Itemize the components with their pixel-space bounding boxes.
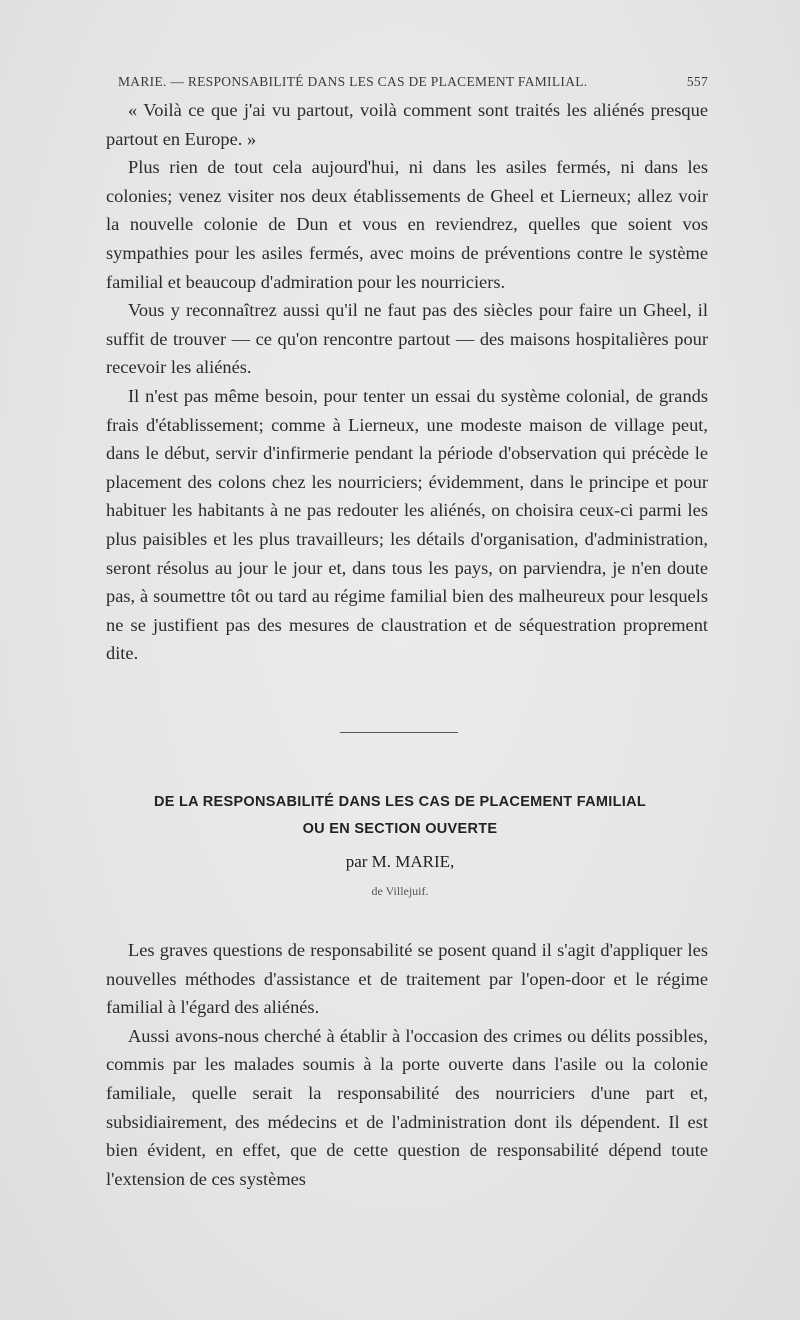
article-body-text [106, 936, 708, 1193]
paragraph: Plus rien de tout cela aujourd'hui, ni dans les asiles fermés, ni dans les colonies; venez visiter nos deux établissements de Gheel et Lierneux; allez voir la nouvelle colonie de Dun et vous en reviendrez, quelles que soient vos sympathies pour les asiles fermés, avec moins de préventions contre le système familial et beaucoup d'admiration pour les nourriciers. [106, 157, 708, 292]
running-head-title: MARIE. — RESPONSABILITÉ DANS LES CAS DE PLACEMENT FAMILIAL. [118, 74, 588, 89]
page-number: 557 [686, 74, 708, 89]
paragraph: « Voilà ce que j'ai vu partout, voilà comment sont traités les aliénés presque partout en Europe. » [106, 100, 708, 149]
previous-article-text [106, 96, 708, 668]
running-head [118, 74, 708, 90]
paragraph: Vous y reconnaîtrez aussi qu'il ne faut pas des siècles pour faire un Gheel, il suffit de trouver — ce qu'on rencontre partout — des maisons hospitalières pour recevoir les aliénés. [106, 300, 708, 378]
paragraph: Les graves questions de responsabilité se posent quand il s'agit d'appliquer les nouvelles méthodes d'assistance et de traitement par l'open-door et le régime familial à l'égard des aliénés. [106, 940, 708, 1018]
author-affiliation: de Villejuif. [371, 884, 429, 898]
article-author: par M. MARIE, [345, 852, 455, 871]
article-title-line-1: DE LA RESPONSABILITÉ DANS LES CAS DE PLACEMENT FAMILIAL [153, 794, 647, 810]
section-separator [340, 732, 458, 733]
paragraph: Aussi avons-nous cherché à établir à l'occasion des crimes ou délits possibles, commis par les malades soumis à la porte ouverte dans l'asile ou la colonie familiale, quelle serait la responsabilité des nourriciers d'une part et, subsidiairement, des médecins et de l'administration dont ils dépendent. Il est bien évident, en effet, que de cette question de responsabilité dépend toute l'extension de ces systèmes [106, 1025, 708, 1189]
article-title-line-2: OU EN SECTION OUVERTE [302, 821, 498, 837]
paragraph: Il n'est pas même besoin, pour tenter un essai du système colonial, de grands frais d'établissement; comme à Lierneux, une modeste maison de village peut, dans le début, servir d'infirmerie pendant la période d'observation qui précède le placement des colons chez les nourriciers; évidemment, dans le principe et pour habituer les habitants à ne pas redouter les aliénés, on choisira ceux-ci parmi les plus paisibles et les plus travailleurs; les détails d'organisation, d'administration, seront résolus au jour le jour et, dans tous les pays, on parviendra, je n'en doute pas, à soumettre tôt ou tard au régime familial bien des malheureux pour lesquels ne se justifient pas des mesures de claustration et de séquestration proprement dite. [106, 385, 708, 664]
